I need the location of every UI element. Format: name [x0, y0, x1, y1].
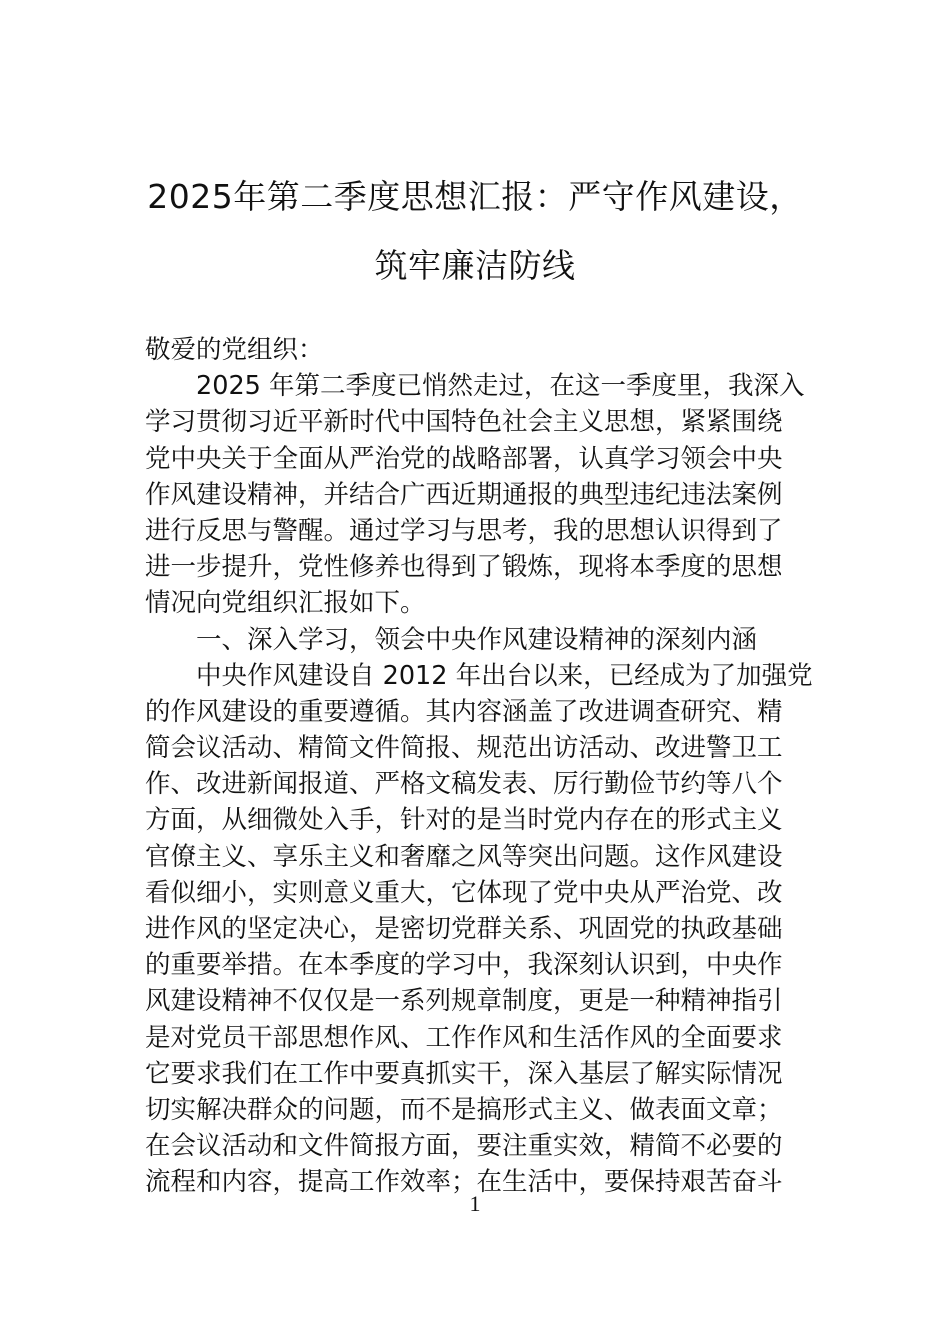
paragraph-line: 作风建设精神，并结合广西近期通报的典型违纪违法案例	[145, 479, 783, 510]
page-number: 1	[469, 1191, 481, 1216]
paragraph-line: 进一步提升，党性修养也得到了锻炼，现将本季度的思想	[145, 552, 783, 583]
paragraph-line: 方面，从细微处入手，针对的是当时党内存在的形式主义	[145, 805, 783, 836]
paragraph-line: 是对党员干部思想作风、工作作风和生活作风的全面要求	[145, 1022, 783, 1053]
paragraph-line: 作、改进新闻报道、严格文稿发表、厉行勤俭节约等八个	[145, 769, 783, 800]
paragraph-line: 看似细小，实则意义重大，它体现了党中央从严治党、改	[145, 877, 783, 908]
paragraph-line: 中央作风建设自 2012 年出台以来，已经成为了加强党	[196, 660, 813, 691]
paragraph-line: 情况向党组织汇报如下。	[145, 588, 426, 619]
paragraph-line: 的重要举措。在本季度的学习中，我深刻认识到，中央作	[145, 950, 783, 981]
document-title-line-1: 2025年第二季度思想汇报：严守作风建设，	[147, 177, 803, 216]
paragraph-line: 党中央关于全面从严治党的战略部署，认真学习领会中央	[145, 443, 783, 474]
document-title-line-2: 筑牢廉洁防线	[374, 246, 576, 285]
paragraph-line: 它要求我们在工作中要真抓实干，深入基层了解实际情况	[145, 1058, 783, 1089]
paragraph-line: 简会议活动、精简文件简报、规范出访活动、改进警卫工	[145, 733, 783, 764]
paragraph-line: 的作风建设的重要遵循。其内容涵盖了改进调查研究、精	[145, 696, 783, 727]
paragraph-line: 在会议活动和文件简报方面，要注重实效，精简不必要的	[145, 1131, 783, 1162]
document-body	[145, 332, 813, 1201]
section-heading: 一、深入学习，领会中央作风建设精神的深刻内涵	[196, 624, 758, 655]
paragraph-line: 切实解决群众的问题，而不是搞形式主义、做表面文章；	[145, 1094, 783, 1125]
salutation: 敬爱的党组织：	[145, 335, 324, 365]
paragraph-line: 2025 年第二季度已悄然走过，在这一季度里，我深入	[196, 371, 805, 402]
paragraph-line: 流程和内容，提高工作效率；在生活中，要保持艰苦奋斗	[145, 1167, 783, 1198]
paragraph-line: 风建设精神不仅仅是一系列规章制度，更是一种精神指引	[145, 986, 783, 1017]
paragraph-line: 学习贯彻习近平新时代中国特色社会主义思想，紧紧围绕	[145, 407, 783, 438]
paragraph-line: 进作风的坚定决心，是密切党群关系、巩固党的执政基础	[145, 914, 783, 944]
paragraph-line: 进行反思与警醒。通过学习与思考，我的思想认识得到了	[145, 515, 783, 546]
paragraph-line: 官僚主义、享乐主义和奢靡之风等突出问题。这作风建设	[145, 841, 783, 872]
